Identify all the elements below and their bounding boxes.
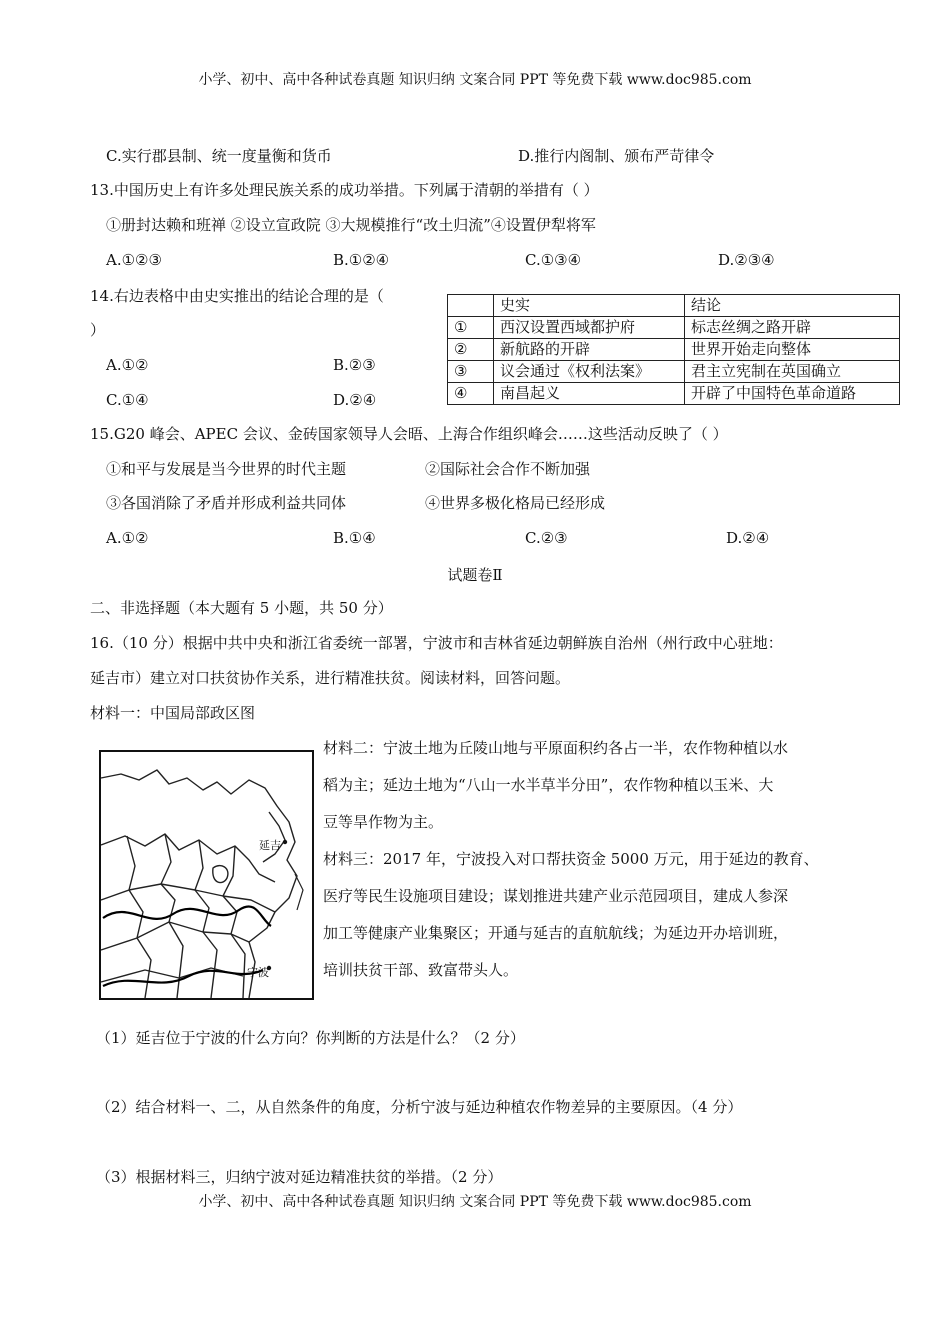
q13-stem: 13.中国历史上有许多处理民族关系的成功举措。下列属于清朝的举措有（ ） xyxy=(90,181,599,199)
map-label-yanji: 延吉 xyxy=(259,839,281,852)
table-header-no xyxy=(448,295,494,317)
row-conclusion: 世界开始走向整体 xyxy=(685,339,900,361)
china-partial-map xyxy=(99,750,314,1000)
table-header-conclusion: 结论 xyxy=(685,295,900,317)
table-row xyxy=(448,317,900,339)
material-three-line4: 培训扶贫干部、致富带头人。 xyxy=(323,961,519,979)
table-row xyxy=(448,361,900,383)
table-row xyxy=(448,339,900,361)
table-header-row xyxy=(448,295,900,317)
q16-subquestion-1: （1）延吉位于宁波的什么方向？你判断的方法是什么？（2 分） xyxy=(96,1029,525,1047)
q13-option-c: C.①③④ xyxy=(525,251,582,269)
q15-option-c: C.②③ xyxy=(525,529,568,547)
material-two-line1: 材料二：宁波土地为丘陵山地与平原面积约各占一半，农作物种植以水 xyxy=(323,739,789,757)
q15-stem: 15.G20 峰会、APEC 会议、金砖国家领导人会晤、上海合作组织峰会……这些活动反映了（ ） xyxy=(90,425,728,443)
q16-subquestion-3: （3）根据材料三，归纳宁波对延边精准扶贫的举措。（2 分） xyxy=(96,1168,503,1186)
table-row xyxy=(448,383,900,405)
row-number: ① xyxy=(448,317,494,339)
row-number: ④ xyxy=(448,383,494,405)
q14-stem: 14.右边表格中由史实推出的结论合理的是（ xyxy=(90,287,384,305)
material-two-line2: 稻为主；延边土地为“八山一水半草半分田”，农作物种植以玉米、大 xyxy=(323,776,774,794)
q15-option-a: A.①② xyxy=(106,529,149,547)
page-footer: 小学、初中、高中各种试卷真题 知识归纳 文案合同 PPT 等免费下载 www.doc985.com xyxy=(198,1194,752,1210)
q12-option-c: C.实行郡县制、统一度量衡和货币 xyxy=(106,147,332,165)
q14-option-c: C.①④ xyxy=(106,391,149,409)
q14-option-b: B.②③ xyxy=(333,356,376,374)
q14-stem-close: ） xyxy=(90,321,106,339)
q13-option-b: B.①②④ xyxy=(333,251,390,269)
map-label-ningbo: 宁波 xyxy=(247,966,269,979)
q15-item-1: ①和平与发展是当今世界的时代主题 xyxy=(106,460,347,478)
table-header-fact: 史实 xyxy=(494,295,685,317)
material-one-label: 材料一：中国局部政区图 xyxy=(90,704,256,722)
material-three-line3: 加工等健康产业集聚区；开通与延吉的直航航线；为延边开办培训班， xyxy=(323,924,789,942)
page-header: 小学、初中、高中各种试卷真题 知识归纳 文案合同 PPT 等免费下载 www.doc985.com xyxy=(198,72,752,88)
material-two-line3: 豆等旱作物为主。 xyxy=(323,813,444,831)
row-conclusion: 标志丝绸之路开辟 xyxy=(685,317,900,339)
map-graphic xyxy=(99,750,314,1000)
row-fact: 西汉设置西域都护府 xyxy=(494,317,685,339)
q14-option-d: D.②④ xyxy=(333,391,377,409)
q13-option-a: A.①②③ xyxy=(106,251,162,269)
section-title: 试题卷Ⅱ xyxy=(447,566,503,584)
q13-items: ①册封达赖和班禅 ②设立宣政院 ③大规模推行“改土归流”④设置伊犁将军 xyxy=(106,216,596,234)
q15-item-4: ④世界多极化格局已经形成 xyxy=(425,494,606,512)
row-number: ② xyxy=(448,339,494,361)
material-three-line1: 材料三：2017 年，宁波投入对口帮扶资金 5000 万元，用于延边的教育、 xyxy=(323,850,819,868)
row-fact: 新航路的开辟 xyxy=(494,339,685,361)
q13-option-d: D.②③④ xyxy=(718,251,775,269)
part-two-heading: 二、非选择题（本大题有 5 小题，共 50 分） xyxy=(90,599,393,617)
q12-option-d: D.推行内阁制、颁布严苛律令 xyxy=(518,147,715,165)
row-number: ③ xyxy=(448,361,494,383)
q14-fact-table xyxy=(447,294,900,405)
material-three-line2: 医疗等民生设施项目建设；谋划推进共建产业示范园项目，建成人参深 xyxy=(323,887,789,905)
row-fact: 议会通过《权利法案》 xyxy=(494,361,685,383)
q16-subquestion-2: （2）结合材料一、二，从自然条件的角度，分析宁波与延边种植农作物差异的主要原因。（4 分） xyxy=(96,1098,743,1116)
q15-option-b: B.①④ xyxy=(333,529,376,547)
q15-item-3: ③各国消除了矛盾并形成利益共同体 xyxy=(106,494,347,512)
row-conclusion: 君主立宪制在英国确立 xyxy=(685,361,900,383)
q16-intro-line1: 16.（10 分）根据中共中央和浙江省委统一部署，宁波市和吉林省延边朝鲜族自治州（州行政中心驻地： xyxy=(90,634,783,652)
q15-item-2: ②国际社会合作不断加强 xyxy=(425,460,591,478)
q16-intro-line2: 延吉市）建立对口扶贫协作关系，进行精准扶贫。阅读材料，回答问题。 xyxy=(90,669,571,687)
q15-option-d: D.②④ xyxy=(726,529,770,547)
row-conclusion: 开辟了中国特色革命道路 xyxy=(685,383,900,405)
q14-option-a: A.①② xyxy=(106,356,149,374)
row-fact: 南昌起义 xyxy=(494,383,685,405)
